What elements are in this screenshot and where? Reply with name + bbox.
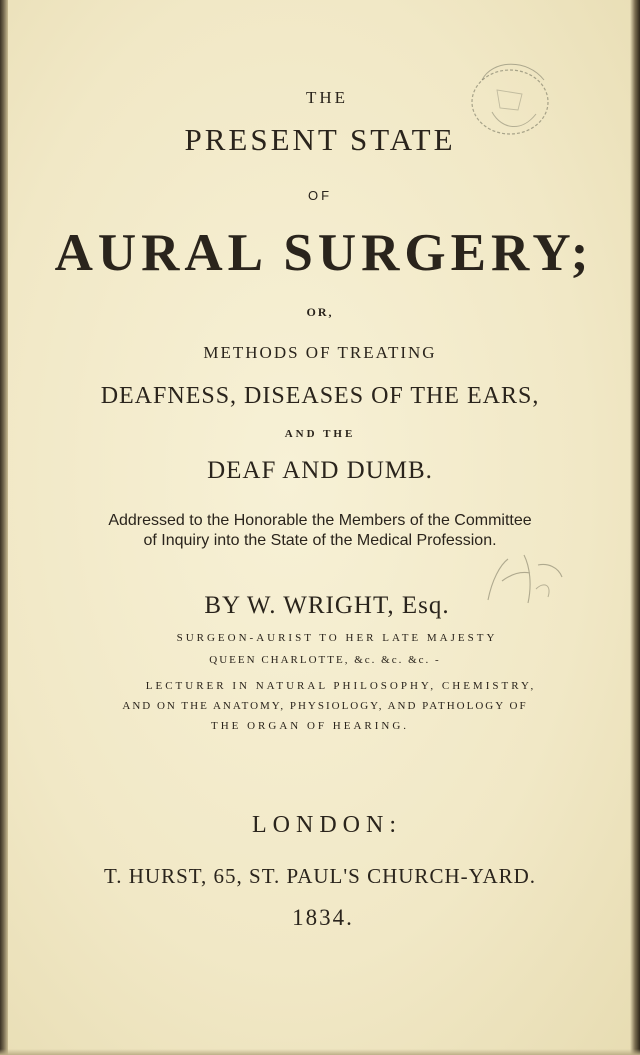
title-line-or: OR, — [306, 305, 334, 319]
title-line-present-state: PRESENT STATE — [184, 122, 456, 157]
credential-line-3: LECTURER IN NATURAL PHILOSOPHY, CHEMISTRY, — [145, 680, 537, 692]
author-line: BY W. WRIGHT, Esq. — [204, 592, 450, 619]
credential-line-4: AND ON THE ANATOMY, PHYSIOLOGY, AND PATHOLOGY OF — [122, 700, 528, 712]
credential-line-1: SURGEON-AURIST TO HER LATE MAJESTY — [176, 632, 498, 644]
address-line-1: Addressed to the Honorable the Members of the Committee — [108, 512, 532, 529]
subtitle-methods: METHODS OF TREATING — [203, 343, 437, 362]
imprint-printer: T. HURST, 65, ST. PAUL'S CHURCH-YARD. — [103, 864, 537, 888]
credential-line-5: THE ORGAN OF HEARING. — [210, 720, 410, 732]
credential-line-2: QUEEN CHARLOTTE, &c. &c. &c. - — [209, 654, 441, 666]
imprint-year: 1834. — [292, 905, 354, 930]
subtitle-deaf-dumb: DEAF AND DUMB. — [207, 457, 433, 484]
subtitle-deafness: DEAFNESS, DISEASES OF THE EARS, — [100, 383, 540, 409]
imprint-place: LONDON: — [252, 812, 402, 838]
main-title: AURAL SURGERY; — [54, 224, 594, 282]
title-line-of: OF — [307, 188, 333, 203]
page-bottom-edge — [0, 1049, 640, 1055]
title-line-and-the: AND THE — [284, 428, 356, 440]
title-line-the: THE — [305, 88, 349, 107]
address-line-2: of Inquiry into the State of the Medical Profession. — [143, 532, 497, 549]
